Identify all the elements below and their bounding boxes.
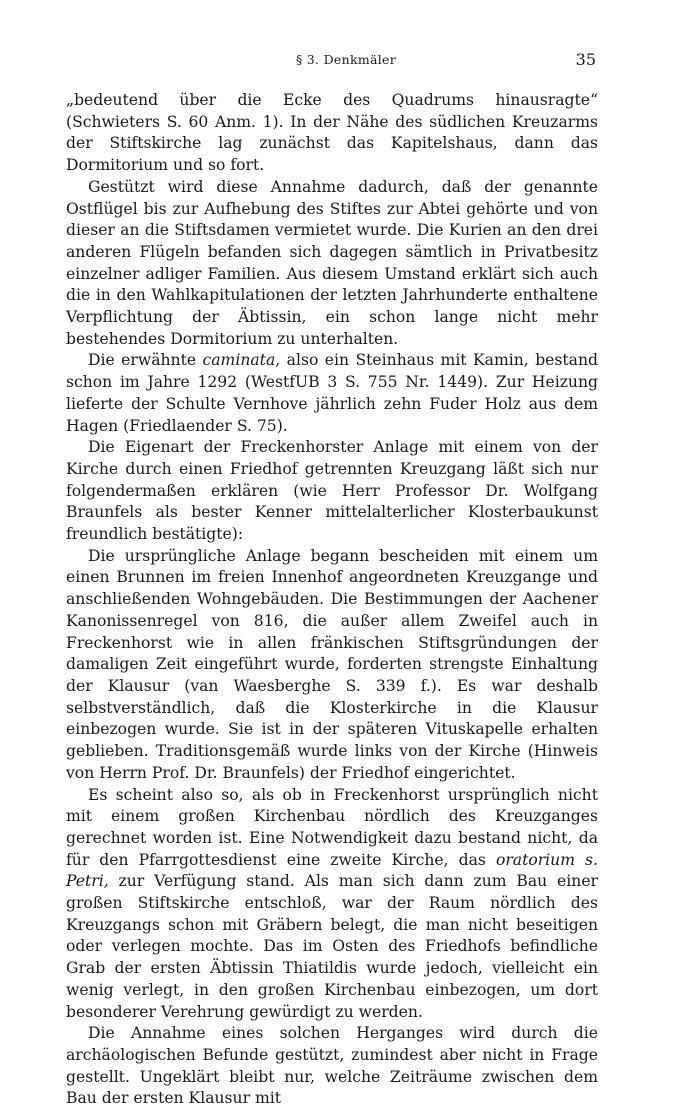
body-text [66, 90, 598, 1110]
text-run: zur Verfügung stand. Als man sich dann zum Bau einer großen Stiftskirche entschloß, war der Raum nördlich des Kreuzgangs schon mit Gräbern belegt, die man nicht beseitigen oder verlegen mochte. Das im Osten des Friedhofs befindliche Grab der ersten Äbtissin Thiatildis wurde jedoch, vielleicht ein wenig verlegt, in den großen Kirchenbau einbezogen, um dort besonderer Verehrung gewürdigt zu werden. [66, 872, 598, 1021]
running-header [96, 52, 596, 76]
text-run: „bedeutend über die Ecke des Quadrums hinausragte“ (Schwieters S. 60 Anm. 1). In der Nähe des südlichen Kreuzarms der Stiftskirche lag zunächst das Kapitelshaus, dann das Dormitorium und so fort. [66, 91, 598, 175]
italic-term: oratorium s. Petri, [66, 850, 598, 891]
paragraph [66, 177, 598, 351]
text-run: Die erwähnte [88, 351, 203, 370]
text-run: Die Eigenart der Freckenhorster Anlage mit einem von der Kirche durch einen Friedhof getrennten Kreuzgang läßt sich nur folgendermaßen erklären (wie Herr Professor Dr. Wolfgang Braunfels als bester Kenner mittelalterlicher Klosterbaukunst freundlich bestätigte): [66, 438, 598, 544]
page-number: 35 [575, 50, 596, 69]
text-run: Die ursprüngliche Anlage begann bescheiden mit einem um einen Brunnen im freien Innenhof angeordneten Kreuzgange und anschließenden Wohngebäuden. Die Bestimmungen der Aachener Kanonissenregel von 816, die außer allem Zweifel auch in Freckenhorst wie in allen fränkischen Stiftsgründungen der damaligen Zeit eingeführt wurde, forderten strengste Einhaltung der Klausur (van Waesberghe S. 339 f.). Es war deshalb selbstverständlich, daß die Klosterkirche in die Klausur einbezogen wurde. Sie ist in der späteren Vituskapelle erhalten geblieben. Traditionsgemäß wurde links von der Kirche (Hinweis von Herrn Prof. Dr. Braunfels) der Friedhof eingerichtet. [66, 546, 598, 782]
paragraph [66, 785, 598, 1024]
text-run: Gestützt wird diese Annahme dadurch, daß der genannte Ostflügel bis zur Aufhebung des Stiftes zur Abtei gehörte und von dieser an die Stiftsdamen vermietet wurde. Die Kurien an den drei anderen Flügeln befanden sich dagegen sämtlich in Privatbesitz einzelner adliger Familien. Aus diesem Umstand erklärt sich auch die in den Wahlkapitulationen der letzten Jahrhunderte enthaltene Verpflichtung der Äbtissin, ein schon lange nicht mehr bestehendes Dormitorium zu unterhalten. [66, 177, 598, 348]
section-title: § 3. Denkmäler [295, 52, 397, 67]
paragraph [66, 437, 598, 546]
text-run: , also ein Steinhaus mit Kamin, bestand schon im Jahre 1292 (WestfUB 3 S. 755 Nr. 1449). Zur Heizung lieferte der Schulte Vernhove jährlich zehn Fuder Holz aus dem Hagen (Friedlaender S. 75). [66, 351, 598, 435]
paragraph [66, 350, 598, 437]
paragraph [66, 90, 598, 177]
paragraph [66, 546, 598, 785]
text-run: Es scheint also so, als ob in Freckenhorst ursprünglich nicht mit einem großen Kirchenbau nördlich des Kreuzganges gerechnet worden ist. Eine Notwendigkeit dazu bestand nicht, da für den Pfarrgottesdienst eine zweite Kirche, das [66, 785, 598, 869]
italic-term: caminata [202, 351, 276, 370]
paragraph [66, 1023, 598, 1110]
text-run: Die Annahme eines solchen Herganges wird durch die archäologischen Befunde gestützt, zumindest aber nicht in Frage gestellt. Ungeklärt bleibt nur, welche Zeiträume zwischen dem Bau der ersten Klausur mit [66, 1024, 598, 1108]
